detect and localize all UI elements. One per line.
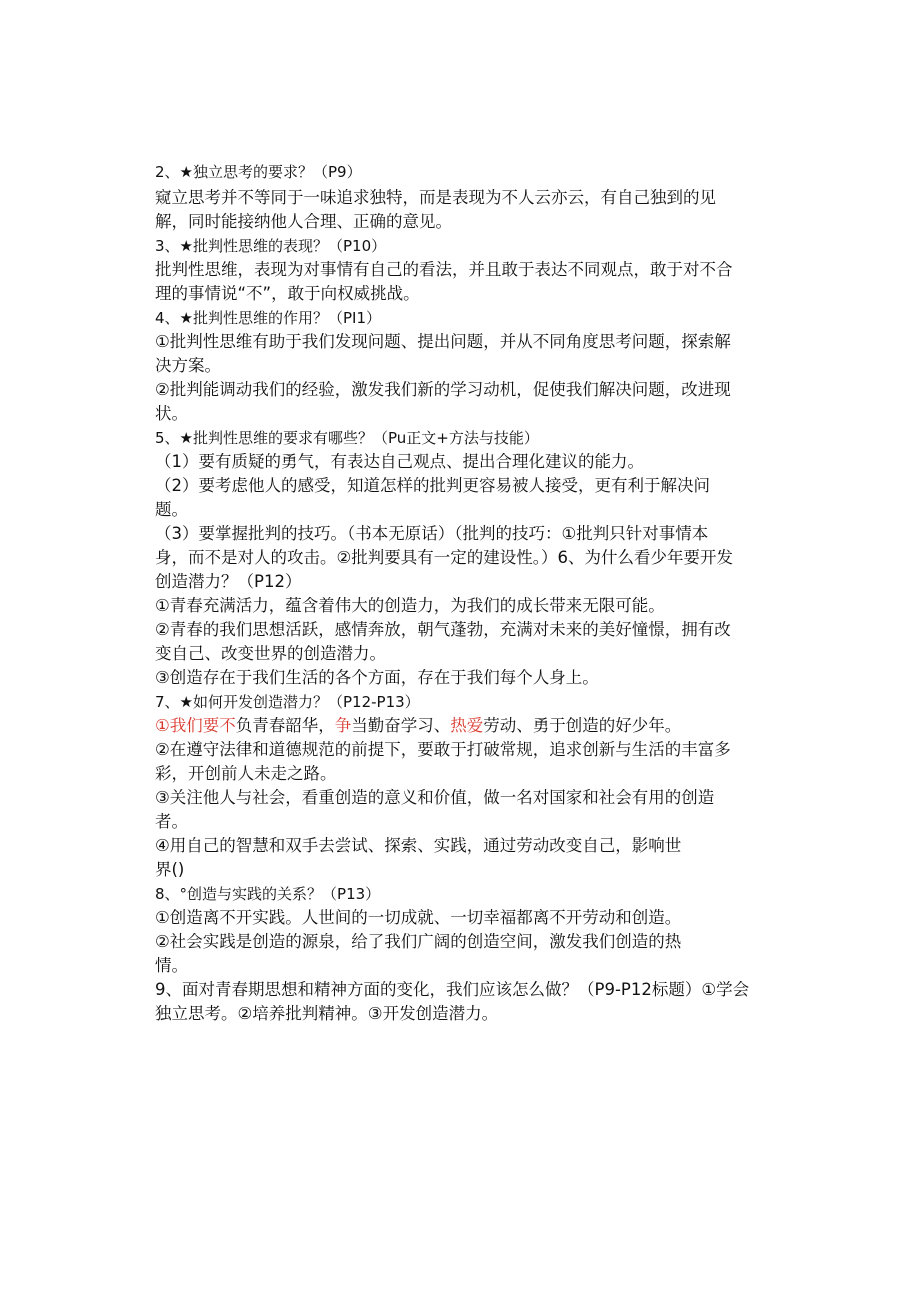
answer-line: ①批判性思维有助于我们发现问题、提出问题，并从不同角度思考问题，探索解 [155, 332, 731, 351]
answer-line: 题。 [155, 500, 188, 519]
question-2-heading: 2、★独立思考的要求？（P9） [155, 163, 362, 181]
answer-line: 创造潜力？（P12） [155, 572, 302, 591]
answer-line: ②青春的我们思想活跃，感情奔放，朝气蓬勃，充满对未来的美好憧憬，拥有改 [155, 620, 731, 639]
answer-line: 者。 [155, 812, 188, 831]
plain-text: 劳动、勇于创造的好少年。 [483, 716, 682, 735]
highlighted-text: 争 [334, 716, 352, 735]
question-3-heading: 3、★批判性思维的表现？（P10） [155, 237, 387, 255]
answer-line: ②在遵守法律和道德规范的前提下，要敢于打破常规，追求创新与生活的丰富多 [155, 740, 731, 759]
question-9-line: 9、面对青春期思想和精神方面的变化，我们应该怎么做？（P9-P12标题）①学会 [155, 980, 750, 999]
answer-line: ③关注他人与社会，看重创造的意义和价值，做一名对国家和社会有用的创造 [155, 788, 715, 807]
plain-text: 当勤奋学习、 [351, 716, 451, 735]
answer-line: 决方案。 [155, 356, 221, 375]
question-5-heading: 5、★批判性思维的要求有哪些？（Pu正文+方法与技能） [155, 429, 539, 447]
highlighted-text: 热爱 [450, 716, 484, 735]
answer-line: 窥立思考并不等同于一味追求独特，而是表现为不人云亦云，有自己独到的见 [155, 188, 716, 207]
answer-line: 独立思考。②培养批判精神。③开发创造潜力。 [155, 1004, 499, 1023]
answer-line: ②批判能调动我们的经验，激发我们新的学习动机，促使我们解决问题，改进现 [155, 380, 731, 399]
answer-line: 解，同时能接纳他人合理、正确的意见。 [155, 212, 452, 231]
question-7-heading: 7、★如何开发创造潜力？（P12-P13） [155, 693, 420, 711]
answer-line: （3）要掌握批判的技巧。（书本无原话）（批判的技巧：①批判只针对事情本 [155, 524, 709, 543]
answer-line: 身，而不是对人的攻击。②批判要具有一定的建设性。）6、为什么看少年要开发 [155, 548, 734, 567]
answer-line: 批判性思维，表现为对事情有自己的看法，并且敢于表达不同观点，敢于对不合 [155, 260, 733, 279]
answer-line: ③创造存在于我们生活的各个方面，存在于我们每个人身上。 [155, 668, 599, 687]
answer-line: ②社会实践是创造的源泉，给了我们广阔的创造空间，激发我们创造的热 [155, 932, 682, 951]
question-4-heading: 4、★批判性思维的作用？（PI1） [155, 309, 382, 327]
answer-line: 状。 [155, 404, 188, 423]
answer-line: 情。 [155, 956, 188, 975]
answer-line: （2）要考虑他人的感受，知道怎样的批判更容易被人接受，更有利于解决问 [155, 476, 710, 495]
answer-line: 变自己、改变世界的创造潜力。 [155, 644, 386, 663]
answer-line: 理的事情说“不”，敢于向权威挑战。 [155, 284, 420, 303]
answer-line-highlighted [155, 715, 681, 737]
answer-line: 彩，开创前人未走之路。 [155, 764, 337, 783]
plain-text: 负青春韶华， [235, 716, 335, 735]
answer-line: （1）要有质疑的勇气，有表达自己观点、提出合理化建议的能力。 [155, 452, 644, 471]
question-8-heading: 8、°创造与实践的关系？（P13） [155, 885, 381, 903]
answer-line: ①青春充满活力，蕴含着伟大的创造力，为我们的成长带来无限可能。 [155, 596, 665, 615]
highlighted-text: ①我们要不 [155, 716, 236, 735]
answer-line: ①创造离不开实践。人世间的一切成就、一切幸福都离不开劳动和创造。 [155, 908, 682, 927]
answer-line: ④用自己的智慧和双手去尝试、探索、实践，通过劳动改变自己，影响世 [155, 836, 682, 855]
answer-line: 界() [155, 860, 185, 879]
